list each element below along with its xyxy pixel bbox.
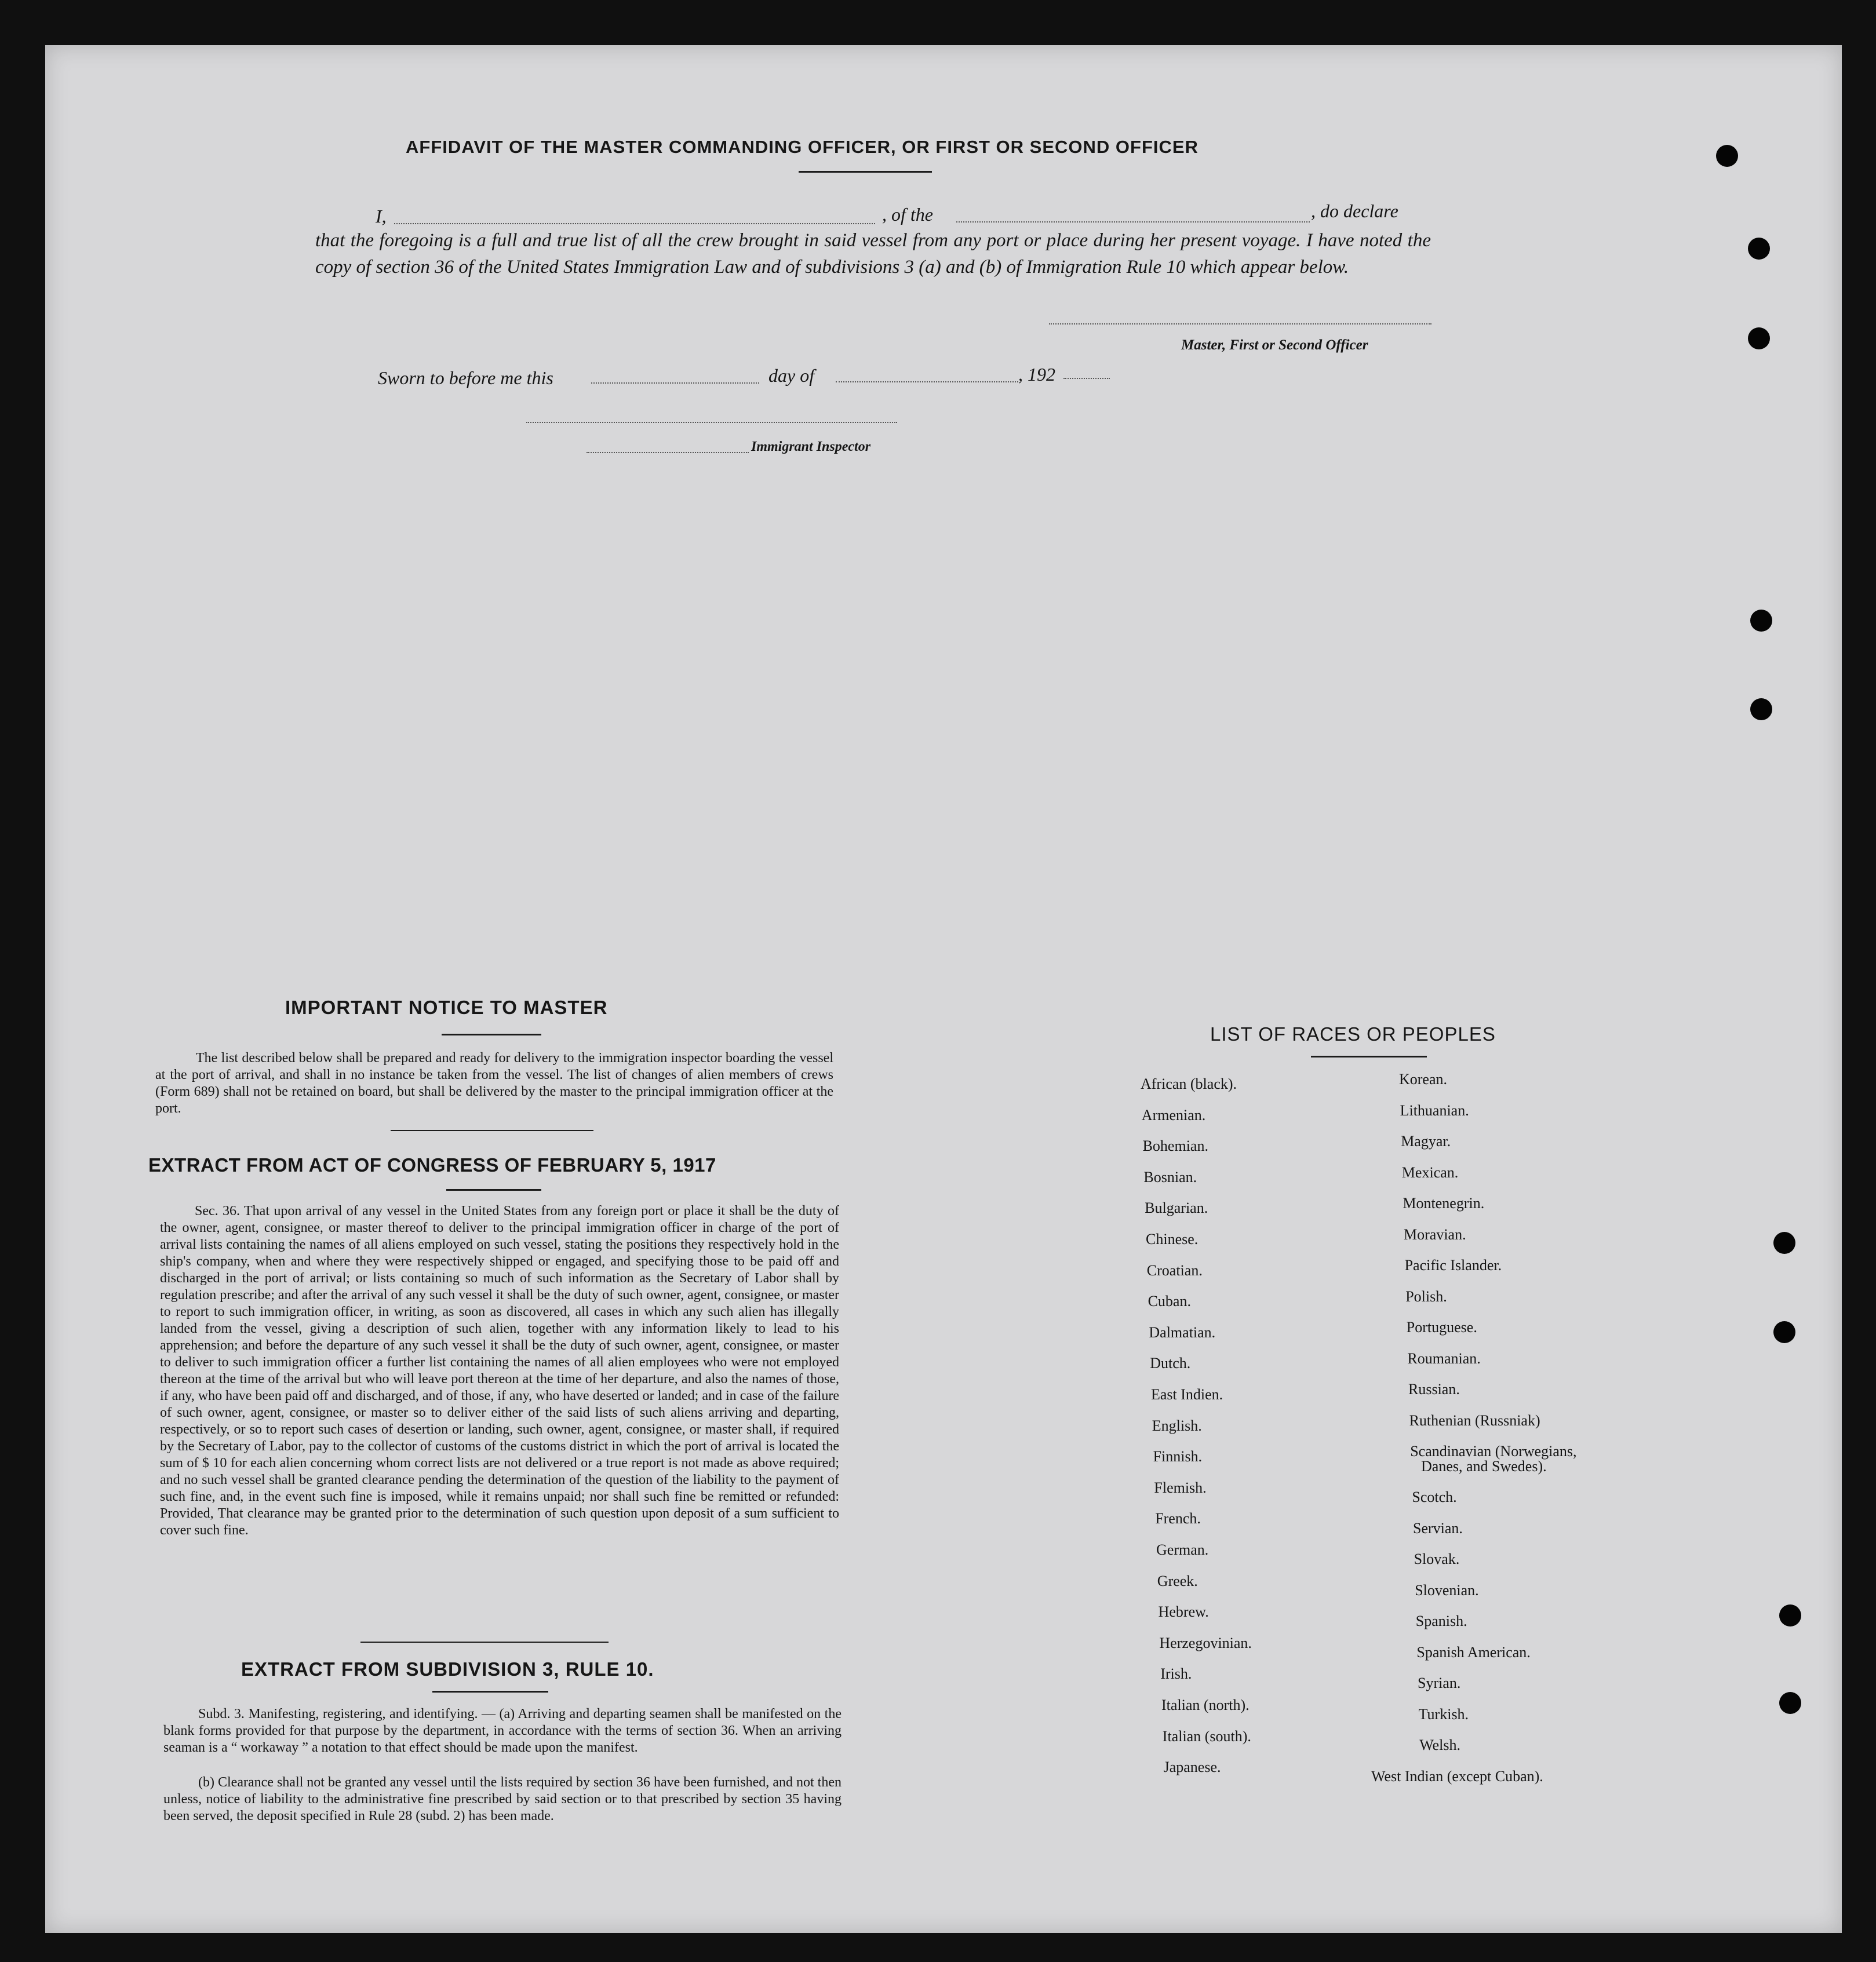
race-item: Welsh. [1419, 1737, 1461, 1753]
race-item: Danes, and Swedes). [1421, 1457, 1547, 1475]
year-blank [1063, 378, 1110, 379]
race-item: Slovenian. [1415, 1581, 1479, 1599]
race-item: German. [1156, 1541, 1209, 1558]
affidavit-body: that the foregoing is a full and true list of all the crew brought in said vessel from any port or place during her present voyage. I have noted the copy of section 36 of the United States Immigration Law and of subdivisions 3 (a) and (b) of Immigration Rule 10 which appear below. [315, 230, 1431, 278]
act-underline [446, 1189, 541, 1191]
race-item: West Indian (except Cuban). [1371, 1767, 1543, 1785]
inspector-caption: Immigrant Inspector [751, 439, 871, 454]
race-item: Cuban. [1148, 1293, 1191, 1310]
race-item: Italian (south). [1162, 1727, 1251, 1745]
race-item: Montenegrin. [1403, 1195, 1485, 1212]
inspector-line-top [526, 422, 897, 423]
race-item: Italian (north). [1161, 1697, 1250, 1713]
affidavit-title: AFFIDAVIT OF THE MASTER COMMANDING OFFICER, OR FIRST OR SECOND OFFICER [406, 137, 1199, 157]
act-title: EXTRACT FROM ACT OF CONGRESS OF FEBRUARY 5, 1917 [148, 1154, 716, 1176]
race-item: Turkish. [1418, 1705, 1469, 1723]
race-item: Ruthenian (Russniak) [1409, 1412, 1540, 1429]
race-item: Greek. [1157, 1572, 1198, 1589]
race-item: Russian. [1408, 1381, 1460, 1398]
punch-hole [1750, 610, 1772, 632]
year-text: , 192 [1018, 364, 1055, 385]
race-item: Portuguese. [1406, 1319, 1477, 1336]
race-item: Mexican. [1401, 1164, 1459, 1181]
race-item: Bohemian. [1142, 1137, 1208, 1155]
punch-hole [1716, 145, 1738, 167]
punch-hole [1750, 698, 1772, 720]
race-item: Polish. [1405, 1288, 1447, 1305]
race-item: French. [1155, 1510, 1201, 1527]
punch-hole [1748, 327, 1770, 349]
race-item: Pacific Islander. [1404, 1257, 1502, 1274]
rule-title: EXTRACT FROM SUBDIVISION 3, RULE 10. [241, 1658, 654, 1680]
race-item: Spanish American. [1416, 1643, 1531, 1661]
punch-hole [1773, 1232, 1795, 1254]
race-item: Syrian. [1418, 1675, 1461, 1691]
race-item: Dutch. [1150, 1355, 1191, 1372]
rule-para-a: Subd. 3. Manifesting, registering, and identifying. — (a) Arriving and departing seamen shall be manifested on the blank forms provided for that purpose by the department, in accordance with the terms of section 36. When an arriving seaman is a “ workaway ” a notation to that effect should be made upon the manifest. [163, 1706, 842, 1755]
race-item: Roumanian. [1407, 1350, 1481, 1367]
rank-blank [956, 221, 1310, 223]
race-item: Moravian. [1404, 1226, 1466, 1243]
punch-hole [1779, 1692, 1801, 1714]
race-item: Japanese. [1163, 1759, 1221, 1776]
race-item: East Indien. [1151, 1386, 1223, 1403]
affidavit-declare: , do declare [1311, 200, 1398, 221]
notice-title: IMPORTANT NOTICE TO MASTER [285, 997, 608, 1018]
notice-underline [442, 1034, 541, 1035]
master-caption: Master, First or Second Officer [1181, 337, 1368, 353]
races-underline [1311, 1056, 1427, 1057]
race-item: Spanish. [1415, 1613, 1467, 1629]
sworn-text: Sworn to before me this [378, 367, 553, 388]
punch-hole [1779, 1604, 1801, 1627]
act-divider [360, 1642, 609, 1643]
race-item: Magyar. [1401, 1133, 1451, 1150]
document-page [45, 45, 1842, 1933]
race-item: Finnish. [1153, 1448, 1203, 1465]
race-item: Servian. [1413, 1519, 1463, 1537]
rule-underline [432, 1691, 548, 1693]
race-item: African (black). [1141, 1075, 1237, 1092]
act-body: Sec. 36. That upon arrival of any vessel in the United States from any foreign port or place it shall be the duty of the owner, agent, consignee, or master thereof to deliver to the principal immigration officer in charge of the port of arrival lists containing the names of all aliens employed on such vessel, stating the positions they respectively hold in the ship's company, when and where they were respectively shipped or engaged, and specifying those to be paid off and discharged in the port of arrival; or lists containing so much of such information as the Secretary of Labor shall by regulation prescribe; and after the arrival of any such vessel it shall be the duty of such owner, agent, consignee, or master to report to such immigration officer, in writing, as soon as discovered, all cases in which any such alien has illegally landed from the vessel, giving a description of such alien, together with any information likely to lead to his apprehension; and before the departure of any such vessel it shall be the duty of such owner, agent, consignee, or master to deliver to such immigration officer a further list containing the names of all alien employees who were not employed thereon at the time of the arrival but who will leave port thereon at the time of her departure, and also the names of those, if any, who have been paid off and discharged, and of those, if any, who have deserted or landed; and in case of the failure of such owner, agent, consignee, or master so to deliver either of the said lists of such aliens arriving and departing, respectively, or so to report such cases of desertion or landing, such owner, agent, consignee, or master shall, if required by the Secretary of Labor, pay to the collector of customs of the customs district in which the port of arrival is located the sum of $ 10 for each alien concerning whom correct lists are not delivered or a true report is not made as above required; and no such vessel shall be granted clearance pending the determination of the question of the liability to the payment of such fine, and, in the event such fine is imposed, while it remains unpaid; nor shall such fine be remitted or refunded: Provided, That clearance may be granted prior to the determination of such question upon deposit of a sum sufficient to cover such fine. [160, 1204, 839, 1538]
race-item: Armenian. [1141, 1106, 1206, 1124]
race-item: Hebrew. [1158, 1603, 1209, 1621]
rule-para-b: (b) Clearance shall not be granted any vessel until the lists required by section 36 have been furnished, and not then unless, notice of liability to the administrative fine prescribed by said section or to that prescribed by section 35 having been served, the deposit specified in Rule 28 (subd. 2) has been made. [163, 1775, 842, 1824]
affidavit-i: I, [376, 206, 387, 227]
race-item: Korean. [1399, 1071, 1448, 1088]
race-item: Bosnian. [1143, 1168, 1197, 1186]
name-blank [394, 223, 875, 224]
notice-body: The list described below shall be prepared and ready for delivery to the immigration inspector boarding the vessel at the port of arrival, and shall in no instance be taken from the vessel. The list of changes of alien members of crews (Form 689) shall not be retained on board, but shall be delivered by the master to the principal immigration officer at the port. [155, 1051, 833, 1116]
race-item: Scandinavian (Norwegians, [1410, 1443, 1577, 1460]
title-underline [799, 171, 932, 173]
day-of-text: day of [768, 365, 815, 386]
race-item: Bulgarian. [1145, 1199, 1208, 1217]
race-item: Dalmatian. [1149, 1323, 1216, 1341]
race-item: Chinese. [1146, 1231, 1199, 1248]
day-blank [591, 382, 759, 384]
master-signature-line [1049, 323, 1431, 324]
race-item: Herzegovinian. [1159, 1634, 1252, 1651]
race-item: Slovak. [1414, 1551, 1460, 1567]
race-item: English. [1152, 1417, 1202, 1434]
punch-hole [1773, 1321, 1795, 1343]
punch-hole [1748, 238, 1770, 260]
race-item: Flemish. [1154, 1479, 1207, 1496]
inspector-line [587, 452, 749, 453]
race-item: Scotch. [1412, 1489, 1457, 1505]
month-blank [836, 381, 1018, 382]
race-item: Irish. [1160, 1665, 1192, 1683]
race-item: Croatian. [1146, 1261, 1203, 1279]
notice-divider [391, 1130, 593, 1131]
races-title: LIST OF RACES OR PEOPLES [1210, 1023, 1496, 1045]
race-item: Lithuanian. [1400, 1102, 1469, 1119]
affidavit-of-the: , of the [882, 204, 933, 225]
